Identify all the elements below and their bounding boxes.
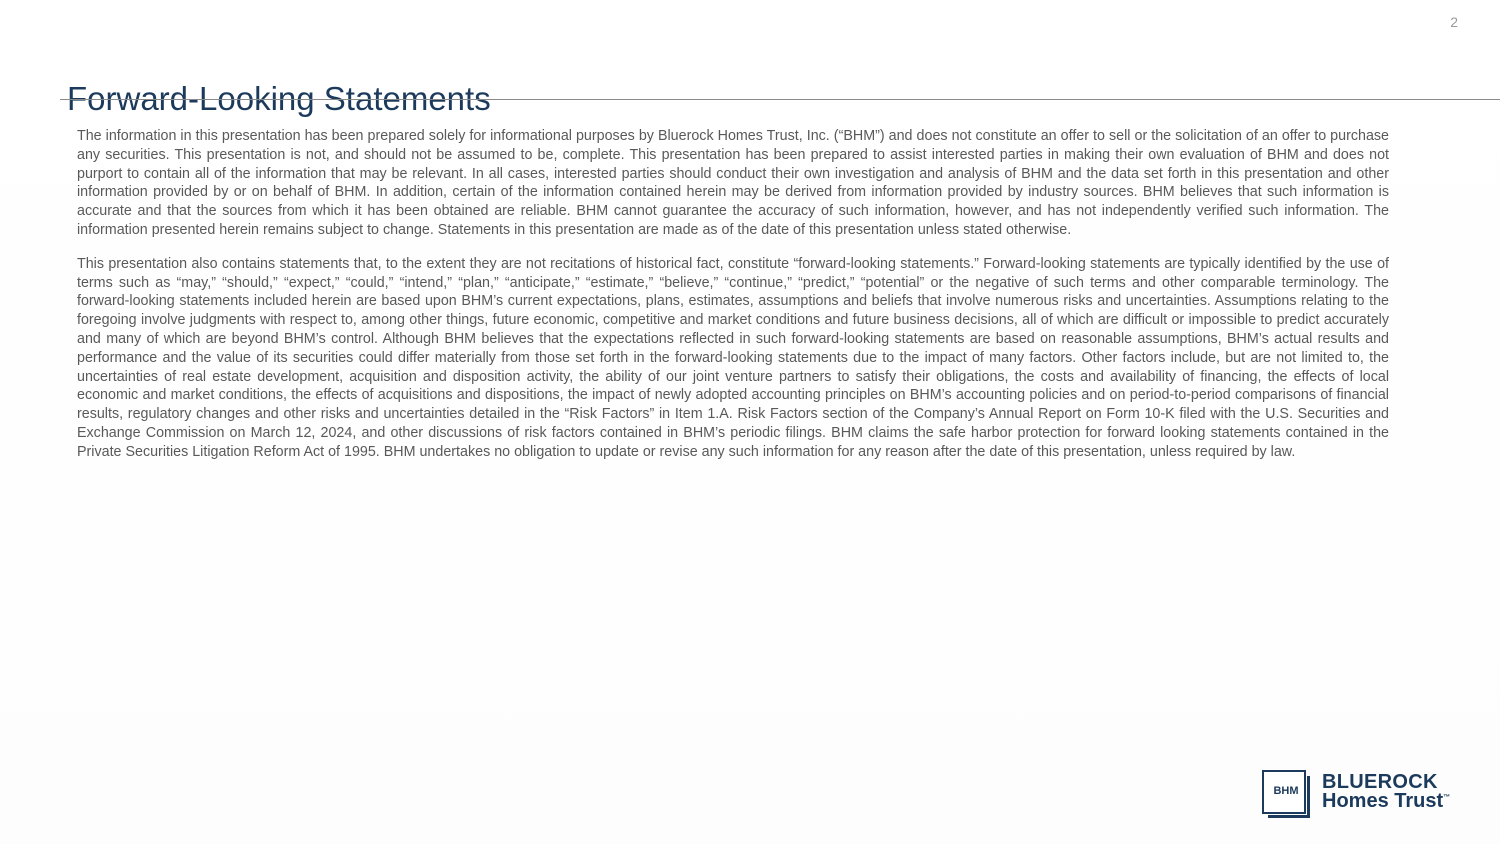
disclaimer-body xyxy=(77,127,1389,477)
disclaimer-paragraph-2: This presentation also contains statements that, to the extent they are not recitations of historical fact, constitute “forward-looking statements.” Forward-looking statements are typically identified by the use of terms such as “may,” “should,” “expect,” “could,” “intend,” “plan,” “anticipate,” “estimate,” “believe,” “continue,” “predict,” “potential” or the negative of such terms and other comparable terminology. The forward-looking statements included herein are based upon BHM’s current expectations, plans, estimates, assumptions and beliefs that involve numerous risks and uncertainties. Assumptions relating to the foregoing involve judgments with respect to, among other things, future economic, competitive and market conditions and future business decisions, all of which are difficult or impossible to predict accurately and many of which are beyond BHM’s control. Although BHM believes that the expectations reflected in such forward-looking statements are based on reasonable assumptions, BHM’s actual results and performance and the value of its securities could differ materially from those set forth in the forward-looking statements due to the impact of many factors. Other factors include, but are not limited to, the uncertainties of real estate development, acquisition and disposition activity, the ability of our joint venture partners to satisfy their obligations, the costs and availability of financing, the effects of local economic and market conditions, the effects of acquisitions and dispositions, the impact of newly adopted accounting principles on BHM’s accounting policies and on period-to-period comparisons of financial results, regulatory changes and other risks and uncertainties detailed in the “Risk Factors” in Item 1.A. Risk Factors section of the Company’s Annual Report on Form 10-K filed with the U.S. Securities and Exchange Commission on March 12, 2024, and other discussions of risk factors contained in BHM’s periodic filings. BHM claims the safe harbor protection for forward looking statements contained in the Private Securities Litigation Reform Act of 1995. BHM undertakes no obligation to update or revise any such information for any reason after the date of this presentation, unless required by law. xyxy=(77,255,1389,460)
title-divider xyxy=(60,99,1500,100)
bhm-logo-icon xyxy=(1262,770,1306,814)
trademark-symbol: ™ xyxy=(1443,794,1451,801)
logo-wordmark-line2 xyxy=(1322,790,1450,813)
page-number: 2 xyxy=(1450,14,1458,30)
logo-wordmark-line1: BLUEROCK xyxy=(1322,771,1438,793)
slide-title: Forward-Looking Statements xyxy=(67,80,491,118)
logo-wordmark-line2-text: Homes Trust xyxy=(1322,790,1444,812)
bluerock-homes-trust-logo xyxy=(1262,770,1462,818)
logo-mark-text: BHM xyxy=(1273,785,1299,797)
disclaimer-paragraph-1: The information in this presentation has been prepared solely for informational purposes by Bluerock Homes Trust, Inc. (“BHM”) and does not constitute an offer to sell or the solicitation of an offer to purchase any securities. This presentation is not, and should not be assumed to be, complete. This presentation has been prepared to assist interested parties in making their own evaluation of BHM and does not purport to contain all of the information that may be relevant. In all cases, interested parties should conduct their own investigation and analysis of BHM and the data set forth in this presentation and other information provided by or on behalf of BHM. In addition, certain of the information contained herein may be derived from information provided by industry sources. BHM believes that such information is accurate and that the sources from which it has been obtained are reliable. BHM cannot guarantee the accuracy of such information, however, and has not independently verified such information. The information presented herein remains subject to change. Statements in this presentation are made as of the date of this presentation unless stated otherwise. xyxy=(77,128,1389,238)
